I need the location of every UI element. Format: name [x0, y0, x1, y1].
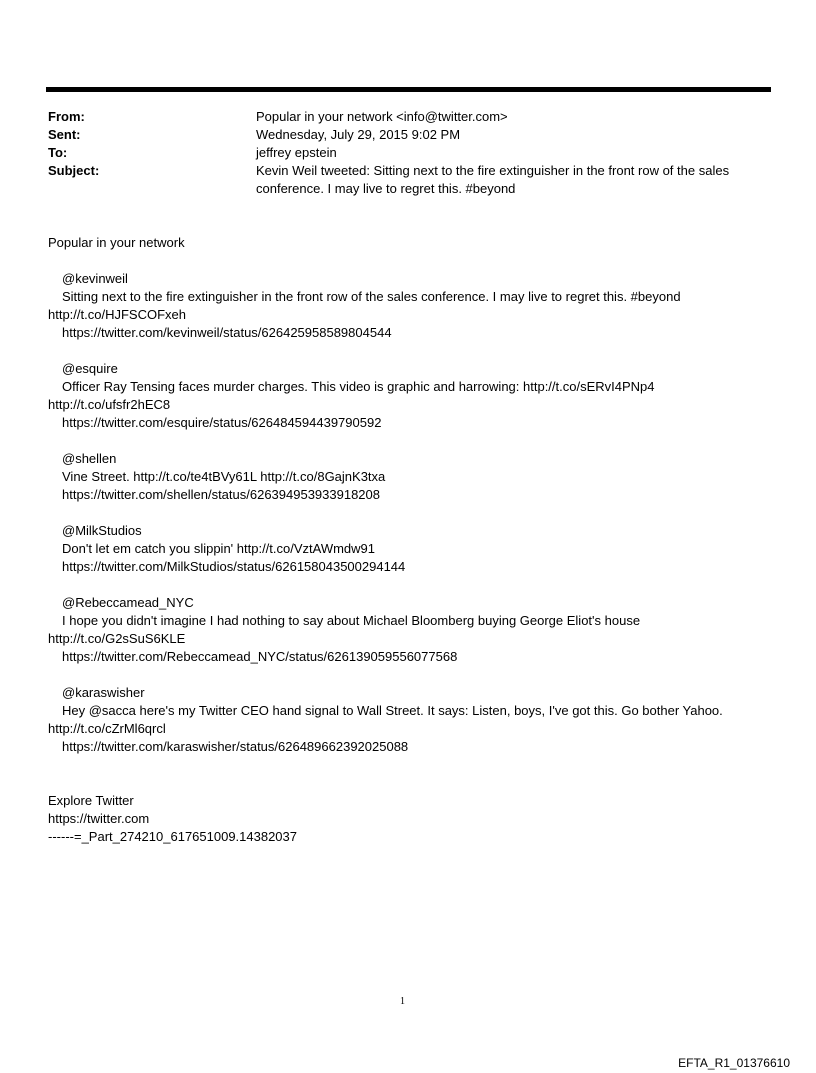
- tweet-text: Sitting next to the fire extinguisher in the front row of the sales conference. I may live to regret this. #beyond: [62, 289, 681, 304]
- tweet-item: [48, 360, 768, 432]
- tweet-item: [48, 270, 768, 342]
- sent-row: [48, 126, 768, 144]
- tweet-text: Hey @sacca here's my Twitter CEO hand signal to Wall Street. It says: Listen, boys, I've got this. Go bother Yahoo.: [62, 703, 723, 718]
- tweet-handle: @shellen: [62, 451, 117, 466]
- sent-label: Sent:: [48, 127, 81, 142]
- tweet-url[interactable]: https://twitter.com/Rebeccamead_NYC/status/626139059556077568: [62, 649, 458, 664]
- tweet-handle: @kevinweil: [62, 271, 128, 286]
- tweet-url[interactable]: https://twitter.com/esquire/status/626484594439790592: [62, 415, 382, 430]
- to-label: To:: [48, 145, 68, 160]
- tweet-url[interactable]: https://twitter.com/MilkStudios/status/626158043500294144: [62, 559, 406, 574]
- tweet-handle: @esquire: [62, 361, 118, 376]
- tweet-handle: @karaswisher: [62, 685, 145, 700]
- subject-row: [48, 162, 768, 198]
- subject-label: Subject:: [48, 163, 100, 178]
- to-value: jeffrey epstein: [256, 145, 337, 160]
- subject-value: Kevin Weil tweeted: Sitting next to the fire extinguisher in the front row of the sales conference. I may live to regret this. #beyond: [256, 163, 730, 196]
- tweet-text: Vine Street. http://t.co/te4tBVy61L http://t.co/8GajnK3txa: [62, 469, 386, 484]
- mime-boundary: ------=_Part_274210_617651009.14382037: [48, 829, 297, 844]
- from-value: Popular in your network <info@twitter.com>: [256, 109, 508, 124]
- email-body: [48, 234, 768, 846]
- tweet-url[interactable]: https://twitter.com/kevinweil/status/626425958589804544: [62, 325, 392, 340]
- tweet-text: I hope you didn't imagine I had nothing to say about Michael Bloomberg buying George Eliot's house: [62, 613, 641, 628]
- from-label: From:: [48, 109, 85, 124]
- tweet-item: [48, 594, 768, 666]
- to-row: [48, 144, 768, 162]
- intro-text: Popular in your network: [48, 235, 185, 250]
- tweet-item: [48, 684, 768, 756]
- tweet-text-continuation: http://t.co/G2sSuS6KLE: [48, 631, 186, 646]
- tweet-text-continuation: http://t.co/HJFSCOFxeh: [48, 307, 186, 322]
- explore-url[interactable]: https://twitter.com: [48, 811, 150, 826]
- sent-value: Wednesday, July 29, 2015 9:02 PM: [256, 127, 461, 142]
- explore-section: [48, 792, 768, 846]
- tweet-text: Don't let em catch you slippin' http://t.co/VztAWmdw91: [62, 541, 376, 556]
- email-header: [48, 108, 768, 198]
- header-rule: [46, 87, 771, 92]
- tweet-url[interactable]: https://twitter.com/karaswisher/status/626489662392025088: [62, 739, 409, 754]
- tweet-text: Officer Ray Tensing faces murder charges. This video is graphic and harrowing: http://t.co/sERvI4PNp4: [62, 379, 655, 394]
- tweet-url[interactable]: https://twitter.com/shellen/status/626394953933918208: [62, 487, 380, 502]
- tweet-item: [48, 522, 768, 576]
- explore-label: Explore Twitter: [48, 793, 134, 808]
- tweet-text-continuation: http://t.co/cZrMl6qrcl: [48, 721, 166, 736]
- bates-number: EFTA_R1_01376610: [678, 1056, 790, 1070]
- tweet-handle: @Rebeccamead_NYC: [62, 595, 194, 610]
- tweet-handle: @MilkStudios: [62, 523, 142, 538]
- tweet-text-continuation: http://t.co/ufsfr2hEC8: [48, 397, 171, 412]
- tweet-item: [48, 450, 768, 504]
- from-row: [48, 108, 768, 126]
- page-number: 1: [400, 996, 405, 1007]
